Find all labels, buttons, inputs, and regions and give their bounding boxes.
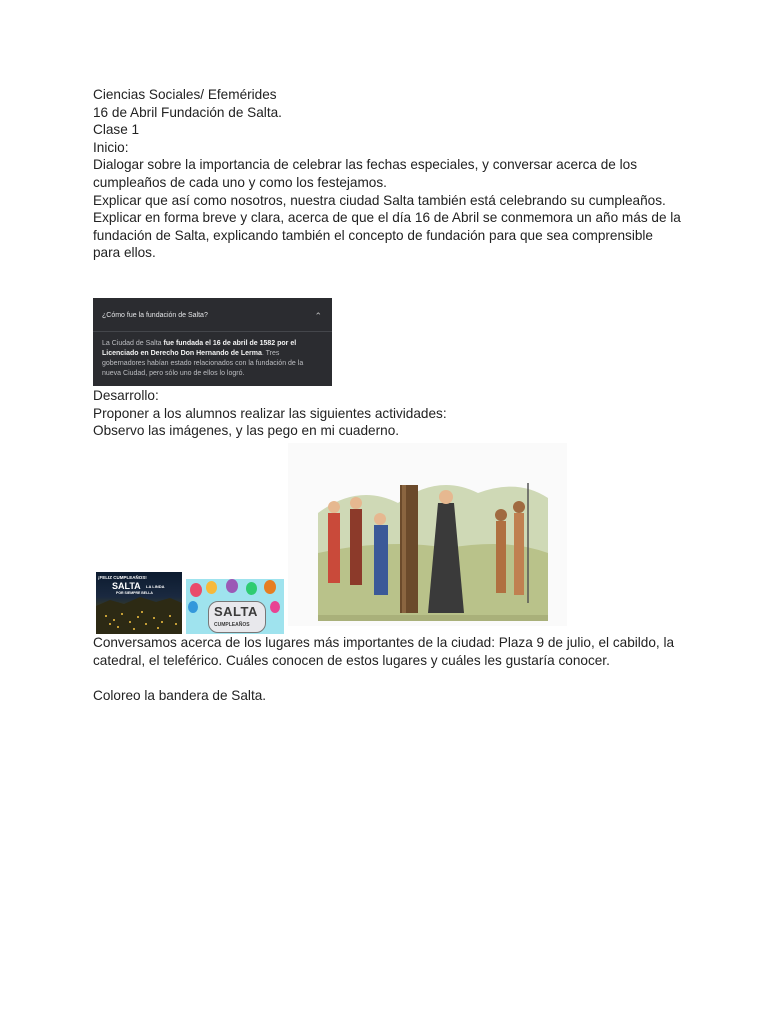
section-desarrollo-title: Desarrollo: (93, 388, 159, 403)
balloon-icon (246, 582, 257, 595)
card-body (93, 332, 332, 386)
founding-ceremony-drawing (288, 443, 567, 626)
chevron-up-icon[interactable]: ⌃ (314, 311, 322, 321)
date-title: 16 de Abril Fundación de Salta. (93, 104, 282, 120)
image-slogan: POR SIEMPRE BELLA (116, 591, 153, 595)
image-greeting: ¡FELIZ CUMPLEAÑOS! (98, 575, 147, 580)
balloon-icon (190, 583, 202, 597)
inicio-paragraph-3: Explicar en forma breve y clara, acerca de que el día 16 de Abril se conmemora un año más de la fundación de Salta, explicando también el concepto de fundación para que sea comprensible para ellos. (93, 210, 681, 261)
image-nickname: LA LINDA (146, 584, 165, 589)
desarrollo-section (93, 387, 683, 440)
section-inicio-title: Inicio: (93, 139, 129, 155)
image-birthday-subtitle: CUMPLEAÑOS (214, 622, 250, 628)
balloon-icon (206, 581, 217, 594)
desarrollo-paragraph-2: Observo las imágenes, y las pego en mi cuaderno. (93, 423, 400, 439)
subject-line: Ciencias Sociales/ Efemérides (93, 87, 277, 102)
foundation-info-card (93, 298, 332, 386)
inicio-paragraph-1: Dialogar sobre la importancia de celebrar las fechas especiales, y conversar acerca de los cumpleaños de cada uno y como los festejamos. (93, 157, 638, 190)
balloon-icon (188, 601, 198, 613)
card-body-rest: . Tres gobernadores habían estado relacionados con la fundación de la nueva Ciudad, pero sólo uno de ellos lo logró. (102, 350, 304, 377)
blank-line (93, 669, 683, 687)
image-salta-title: SALTA (214, 604, 258, 619)
balloon-icon (270, 601, 280, 613)
card-body-intro: La Ciudad de Salta (102, 340, 164, 347)
class-number: Clase 1 (93, 122, 140, 138)
foundation-scene-illustration (288, 443, 567, 626)
cierre-section (93, 634, 683, 704)
balloon-icon (264, 580, 276, 594)
card-question: ¿Cómo fue la fundación de Salta? (102, 312, 208, 319)
desarrollo-paragraph-1: Proponer a los alumnos realizar las siguientes actividades: (93, 405, 447, 421)
cierre-paragraph-1: Conversamos acerca de los lugares más importantes de la ciudad: Plaza 9 de julio, el cabildo, la catedral, el teleférico. Cuáles conocen de estos lugares y cuáles les gustaría conocer. (93, 635, 675, 668)
document-intro (93, 86, 683, 262)
card-body-highlight: fue fundada el 16 de abril de 1582 por el Licenciado en Derecho Don Hernando de Lerma (102, 340, 297, 357)
salta-night-city-image (96, 572, 182, 634)
card-header[interactable] (93, 298, 332, 325)
inicio-paragraph-2: Explicar que así como nosotros, nuestra ciudad Salta también está celebrando su cumpleaños. (93, 192, 666, 208)
cierre-paragraph-2: Coloreo la bandera de Salta. (93, 687, 267, 703)
balloon-icon (226, 579, 238, 593)
image-city-name: SALTA (112, 581, 141, 591)
salta-birthday-balloons-image (186, 579, 284, 634)
